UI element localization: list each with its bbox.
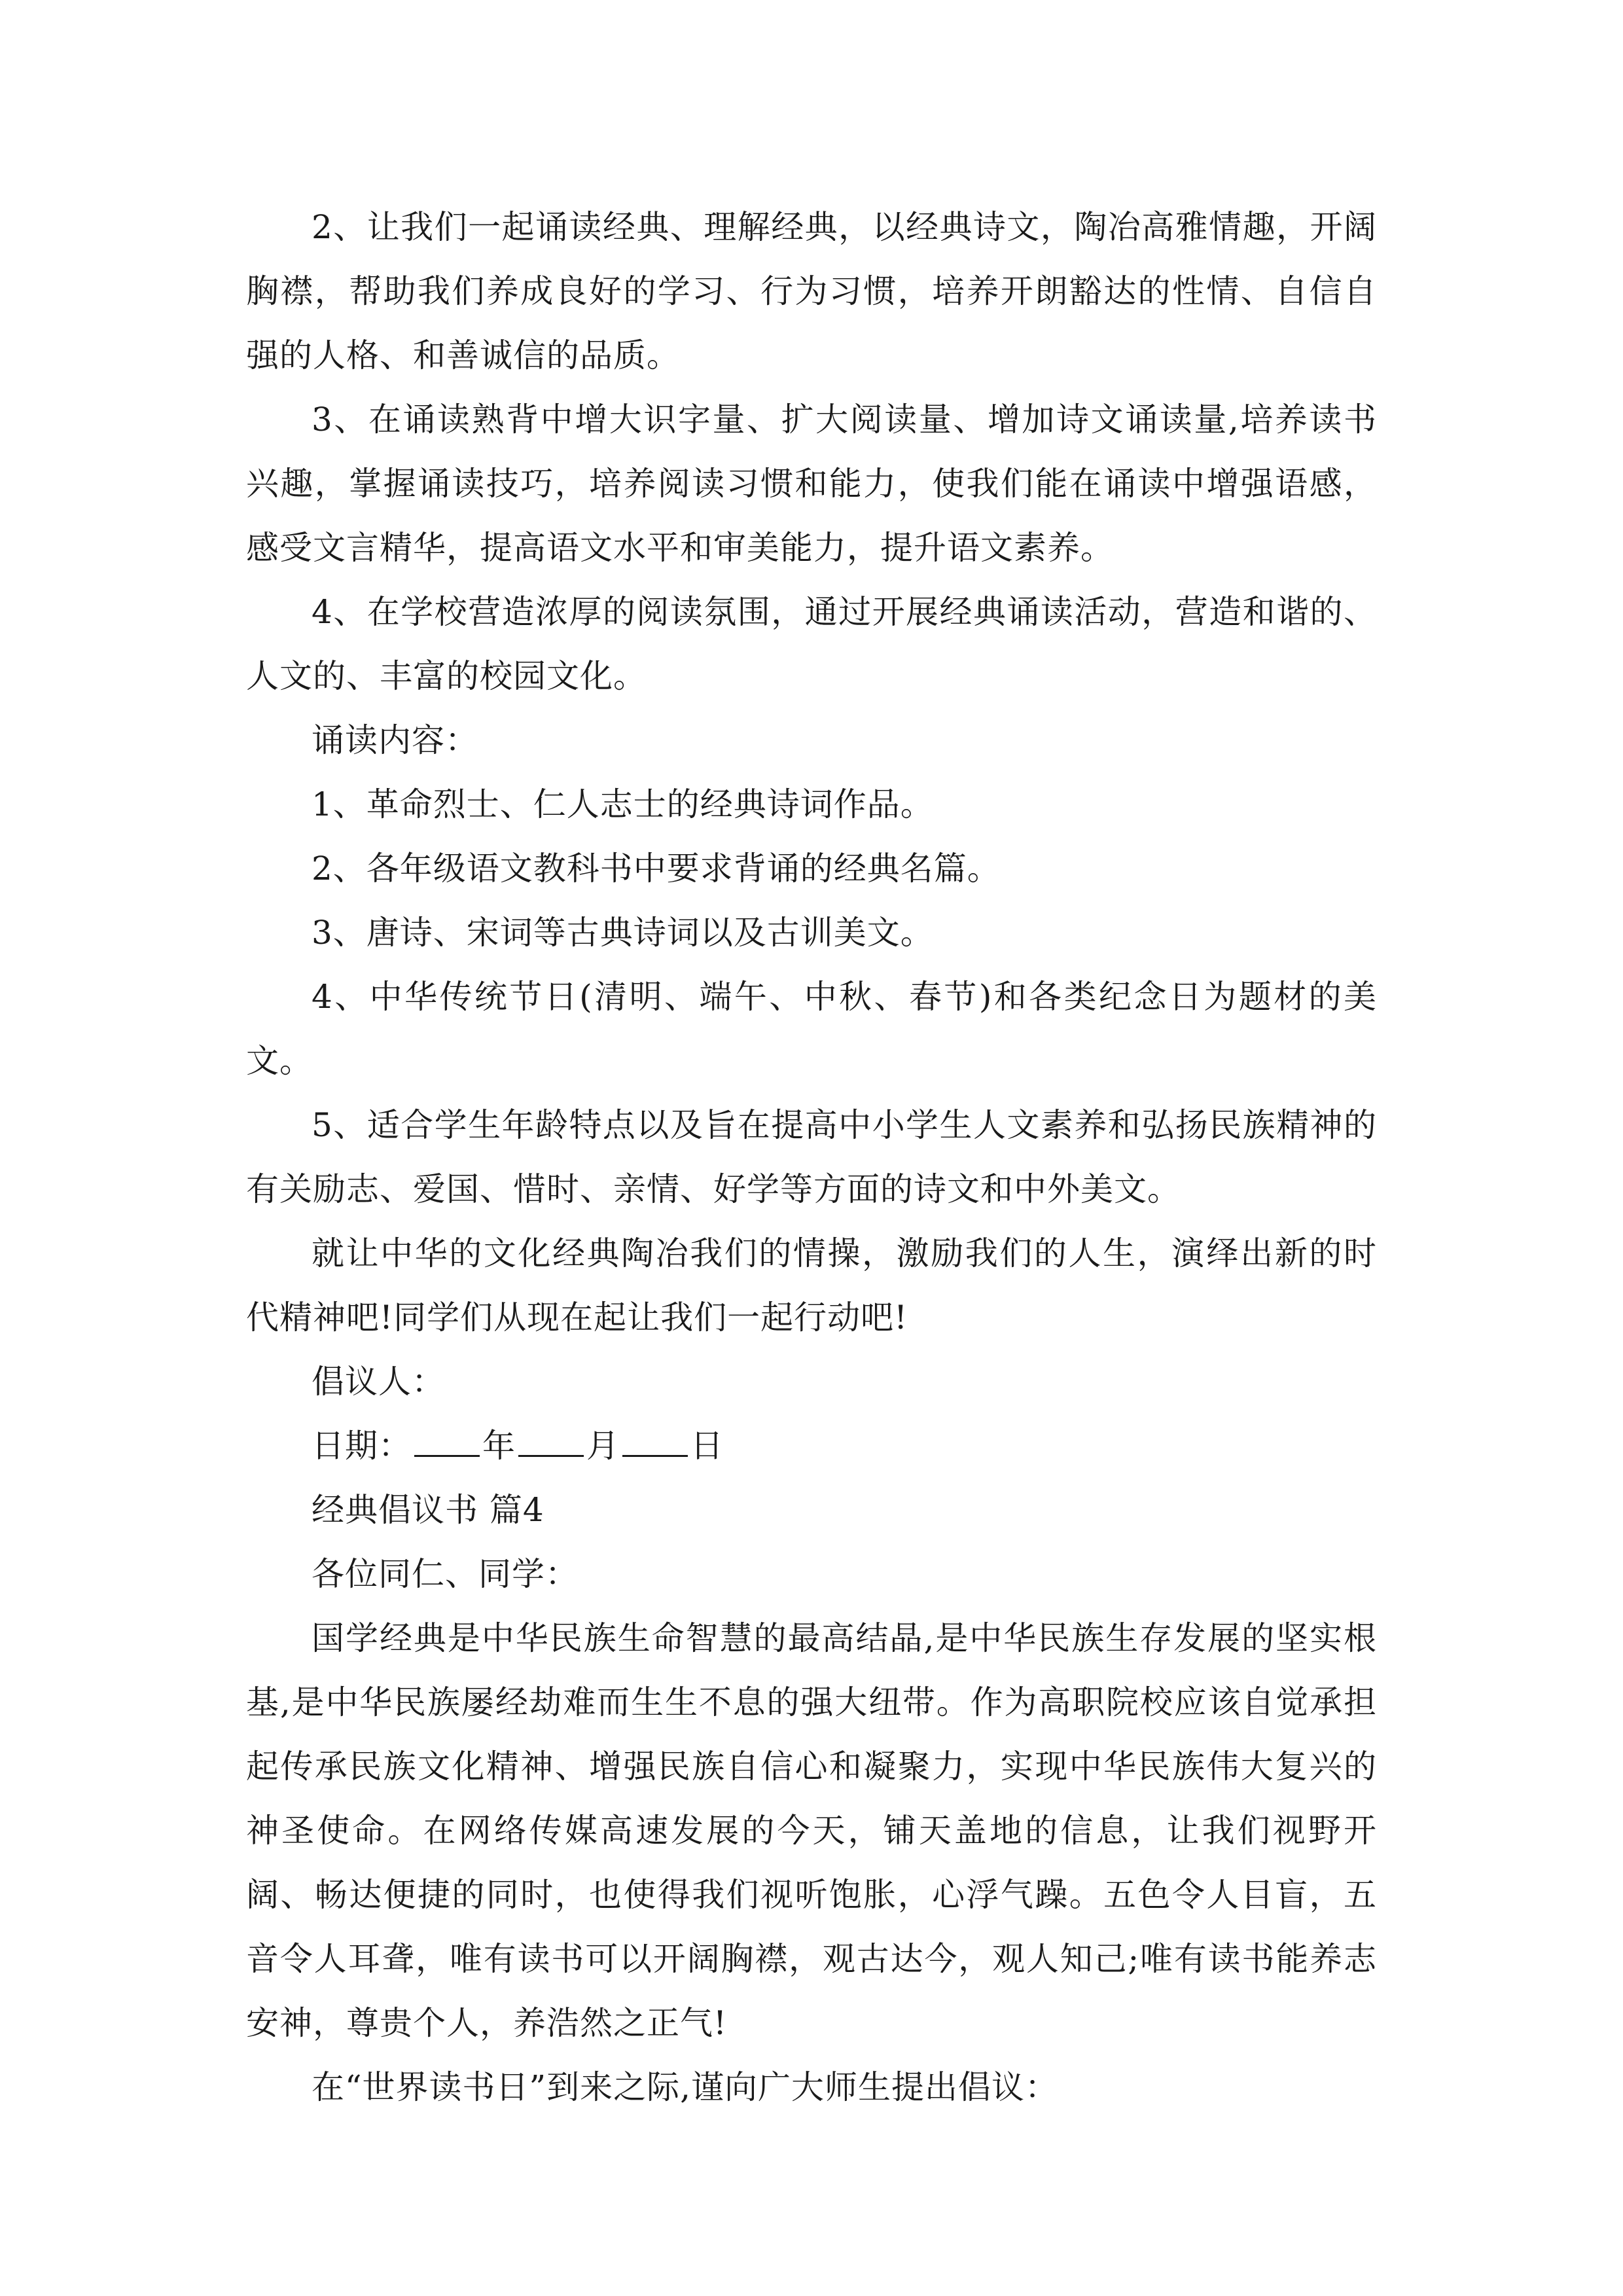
content-item-4: 4、中华传统节日(清明、端午、中秋、春节)和各类纪念日为题材的美文。: [246, 978, 1377, 1080]
intro-paragraph: 国学经典是中华民族生命智慧的最高结晶,是中华民族生存发展的坚实根基,是中华民族屡经劫难而生生不息的强大纽带。作为高职院校应该自觉承担起传承民族文化精神、增强民族自信心和凝聚力，实现中华民族伟大复兴的神圣使命。在网络传媒高速发展的今天，铺天盖地的信息，让我们视野开阔、畅达便捷的同时，也使得我们视听饱胀，心浮气躁。五色令人目盲，五音令人耳聋，唯有读书可以开阔胸襟，观古达今，观人知己;唯有读书能养志安神，尊贵个人，养浩然之正气!: [246, 1619, 1377, 2042]
salutation: 各位同仁、同学：: [312, 1555, 579, 1593]
content-item-3: 3、唐诗、宋词等古典诗词以及古训美文。: [312, 914, 934, 952]
day-label: 日: [690, 1427, 724, 1465]
paragraph-goal-2: 2、让我们一起诵读经典、理解经典，以经典诗文，陶冶高雅情趣，开阔胸襟，帮助我们养成良好的学习、行为习惯，培养开朗豁达的性情、自信自强的人格、和善诚信的品质。: [246, 208, 1377, 374]
section-heading-content: 诵读内容：: [312, 721, 478, 759]
paragraph-goal-4: 4、在学校营造浓厚的阅读氛围，通过开展经典诵读活动，营造和谐的、人文的、丰富的校园文化。: [246, 593, 1377, 695]
content-item-1: 1、革命烈士、仁人志士的经典诗词作品。: [312, 785, 934, 823]
document-body: [246, 195, 1377, 2119]
month-blank: [518, 1416, 584, 1457]
date-label: 日期：: [312, 1427, 412, 1465]
date-line: [246, 1414, 1377, 1478]
initiator-line: 倡议人：: [312, 1363, 445, 1401]
article-title: 经典倡议书 篇4: [312, 1491, 544, 1529]
content-item-2: 2、各年级语文教科书中要求背诵的经典名篇。: [312, 850, 1001, 888]
day-blank: [622, 1416, 688, 1457]
proposal-lead: 在“世界读书日”到来之际,谨向广大师生提出倡议：: [312, 2068, 1059, 2106]
closing-paragraph: 就让中华的文化经典陶冶我们的情操，激励我们的人生，演绎出新的时代精神吧!同学们从现在起让我们一起行动吧!: [246, 1234, 1377, 1336]
year-blank: [414, 1416, 480, 1457]
month-label: 月: [586, 1427, 620, 1465]
content-item-5: 5、适合学生年龄特点以及旨在提高中小学生人文素养和弘扬民族精神的有关励志、爱国、惜时、亲情、好学等方面的诗文和中外美文。: [246, 1106, 1377, 1208]
paragraph-goal-3: 3、在诵读熟背中增大识字量、扩大阅读量、增加诗文诵读量,培养读书兴趣，掌握诵读技巧，培养阅读习惯和能力，使我们能在诵读中增强语感，感受文言精华，提高语文水平和审美能力，提升语文素养。: [246, 401, 1377, 567]
year-label: 年: [482, 1427, 516, 1465]
